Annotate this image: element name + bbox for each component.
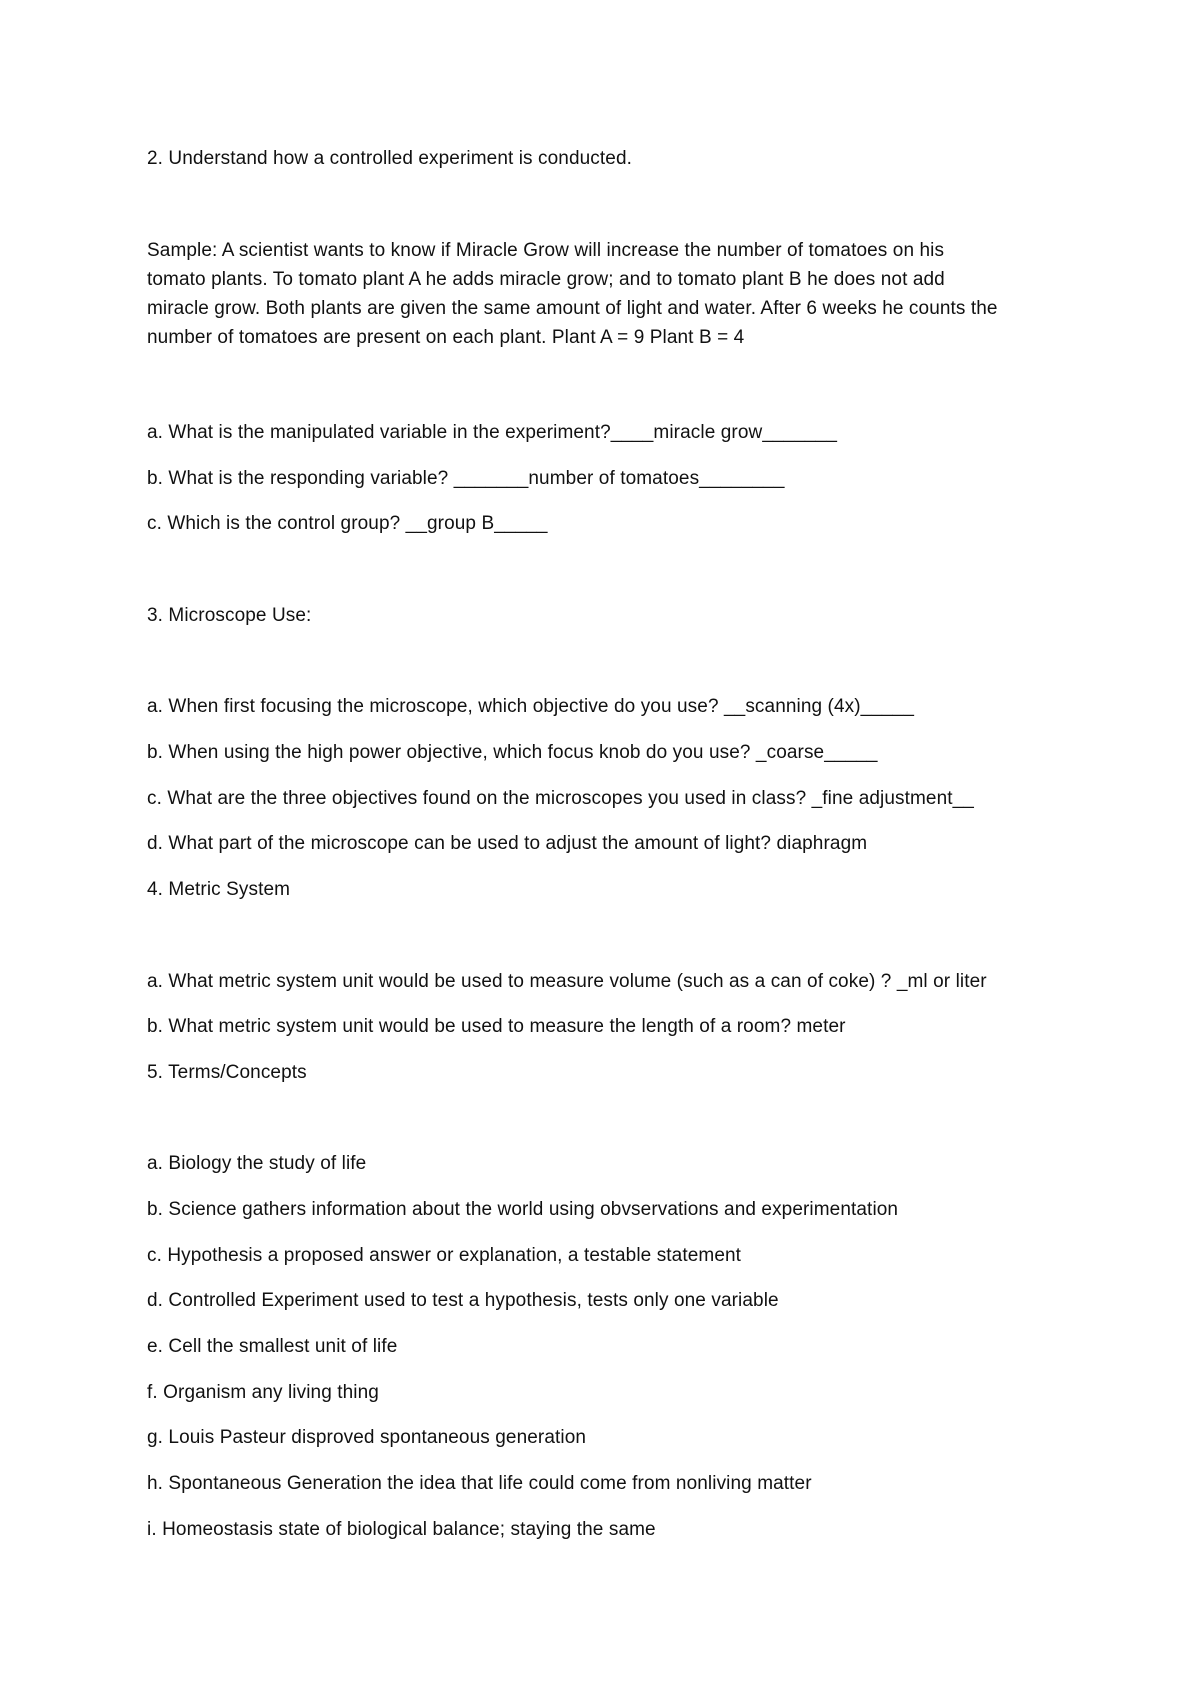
sample-line-2: tomato plants. To tomato plant A he adds miracle grow; and to tomato plant B he does not add (147, 269, 945, 290)
term-controlled-experiment: d. Controlled Experiment used to test a hypothesis, tests only one variable (147, 1290, 779, 1311)
question-3a: a. When first focusing the microscope, which objective do you use? __scanning (4x)_____ (147, 696, 915, 717)
section-3-heading: 3. Microscope Use: (147, 605, 312, 626)
term-hypothesis: c. Hypothesis a proposed answer or explanation, a testable statement (147, 1245, 742, 1266)
question-4b: b. What metric system unit would be used to measure the length of a room? meter (147, 1016, 846, 1037)
question-3c: c. What are the three objectives found on the microscopes you used in class? _fine adjustment__ (147, 788, 974, 809)
section-5-heading: 5. Terms/Concepts (147, 1062, 307, 1083)
term-organism: f. Organism any living thing (147, 1382, 379, 1403)
term-science: b. Science gathers information about the world using obvservations and experimentation (147, 1199, 899, 1220)
sample-line-3: miracle grow. Both plants are given the same amount of light and water. After 6 weeks he counts the (147, 298, 998, 319)
term-biology: a. Biology the study of life (147, 1153, 367, 1174)
question-2c: c. Which is the control group? __group B_____ (147, 513, 548, 534)
question-2a: a. What is the manipulated variable in the experiment?____miracle grow_______ (147, 422, 837, 443)
question-2b: b. What is the responding variable? _______number of tomatoes________ (147, 468, 785, 489)
section-4-heading: 4. Metric System (147, 879, 291, 900)
section-2-heading: 2. Understand how a controlled experiment is conducted. (147, 148, 632, 169)
term-spontaneous-generation: h. Spontaneous Generation the idea that life could come from nonliving matter (147, 1473, 812, 1494)
question-3b: b. When using the high power objective, which focus knob do you use? _coarse_____ (147, 742, 878, 763)
sample-line-1: Sample: A scientist wants to know if Miracle Grow will increase the number of tomatoes on his (147, 240, 945, 261)
question-4a: a. What metric system unit would be used to measure volume (such as a can of coke) ? _ml or liter (147, 971, 987, 992)
term-cell: e. Cell the smallest unit of life (147, 1336, 398, 1357)
term-homeostasis: i. Homeostasis state of biological balance; staying the same (147, 1519, 656, 1540)
sample-line-4: number of tomatoes are present on each plant. Plant A = 9 Plant B = 4 (147, 327, 745, 348)
question-3d: d. What part of the microscope can be used to adjust the amount of light? diaphragm (147, 833, 868, 854)
term-louis-pasteur: g. Louis Pasteur disproved spontaneous generation (147, 1427, 587, 1448)
